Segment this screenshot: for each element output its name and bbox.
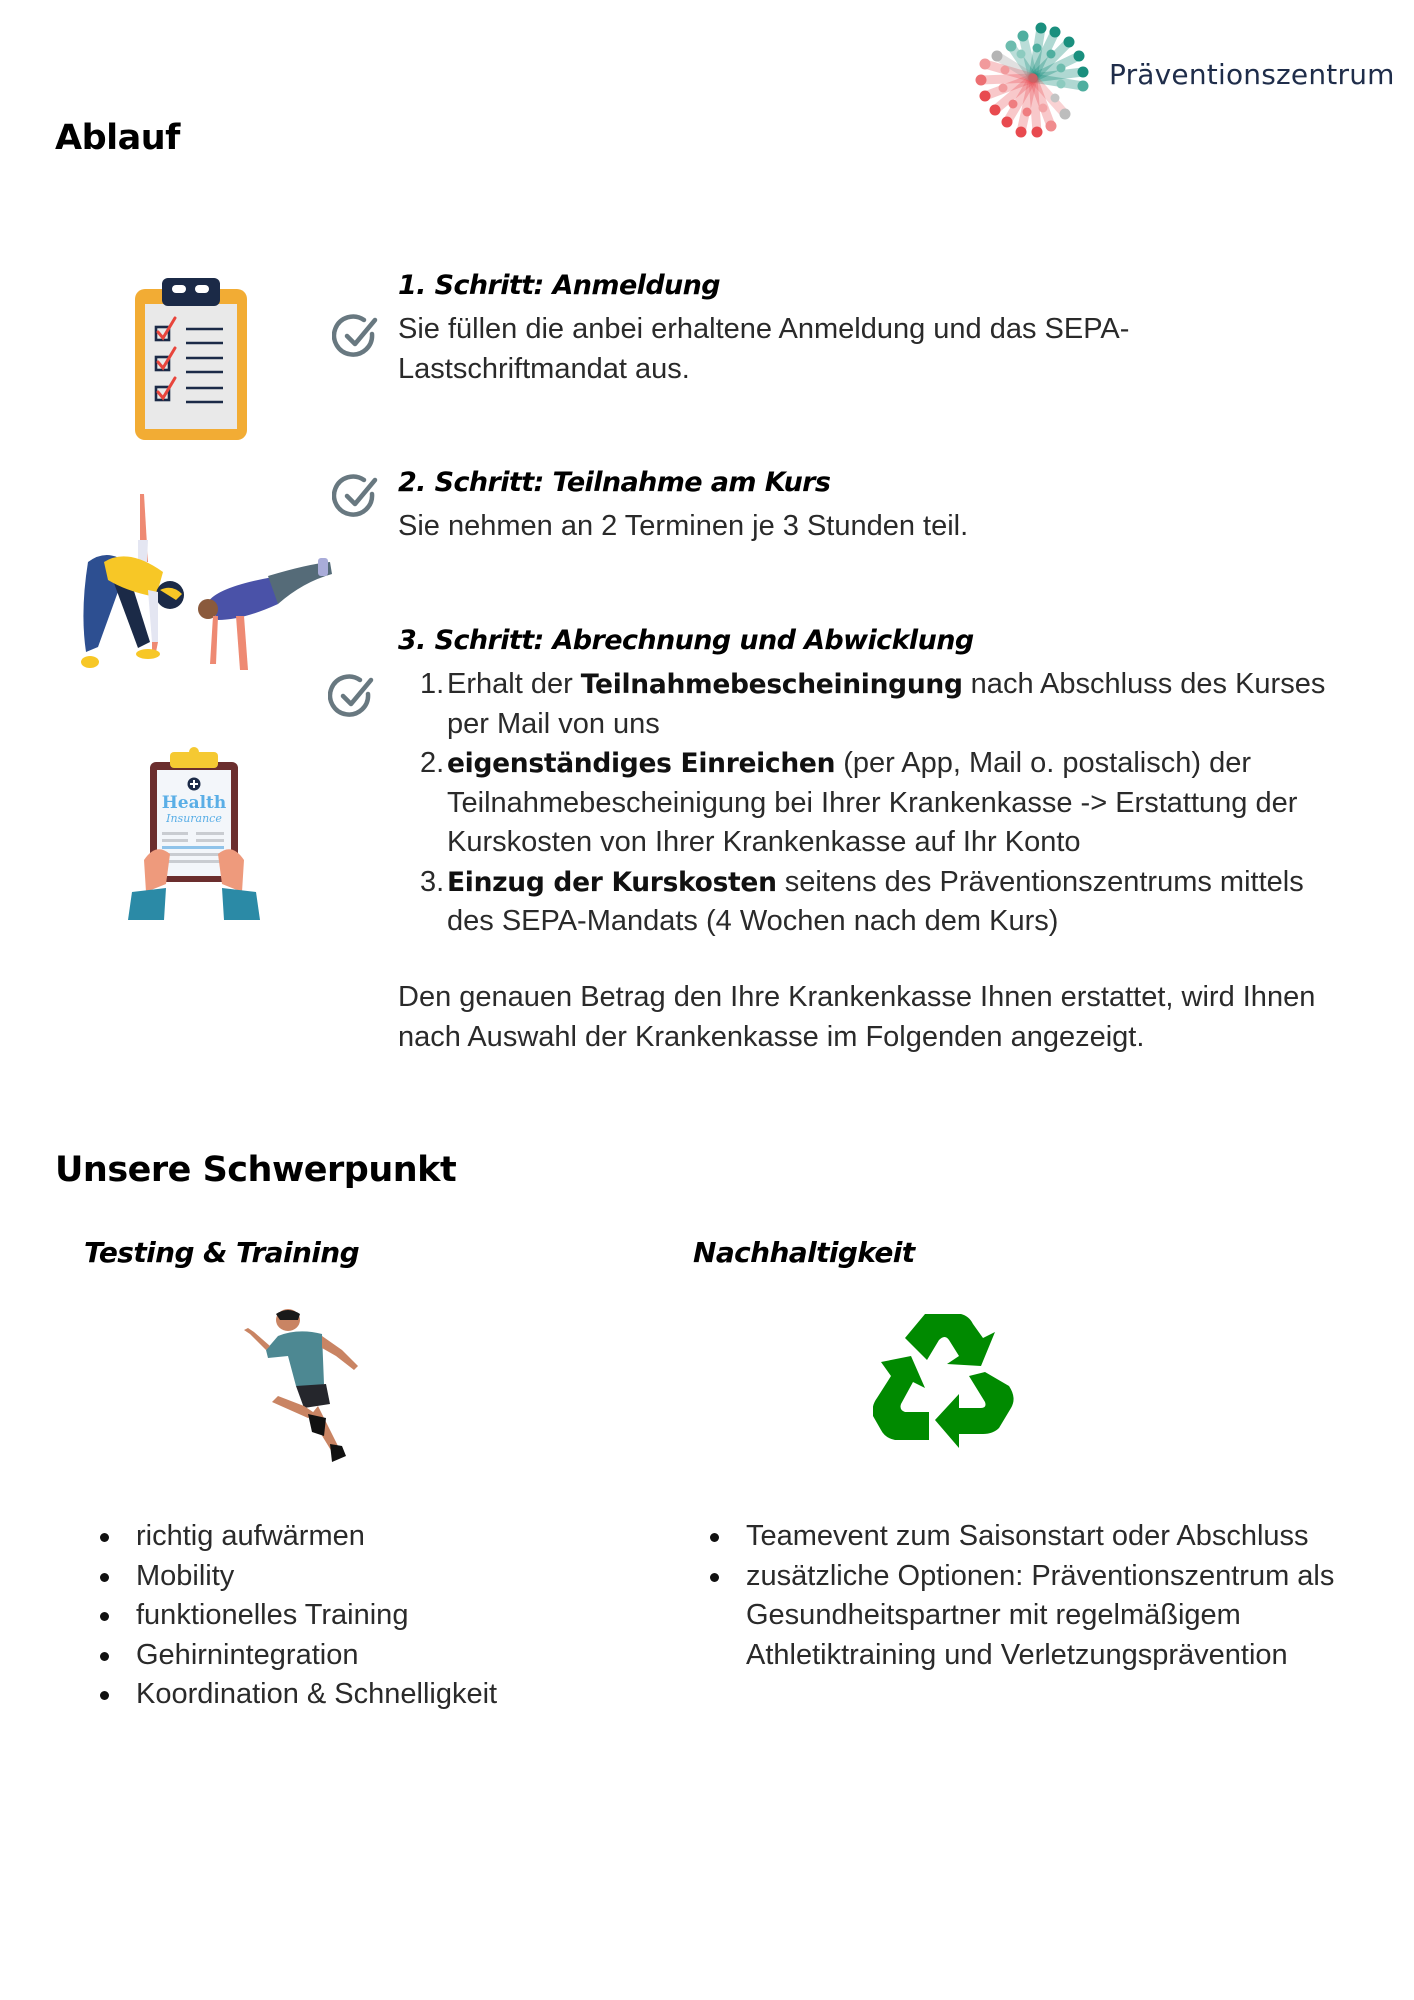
step-1-title: 1. Schritt: Anmeldung (398, 270, 721, 301)
list-item: 1. Erhalt der Teilnahmebescheiningung nach Abschluss des Kurses per Mail von uns (420, 668, 1326, 740)
list-item: 2. eigenständiges Einreichen (per App, Mail o. postalisch) der Teilnahmebescheinigung bei Ihrer Krankenkasse -> Erstattung der Kurskosten von Ihrer Krankenkasse auf Ihr Konto (420, 747, 1298, 858)
step-2 (398, 467, 1298, 547)
step-3 (398, 625, 1328, 942)
step-1 (398, 270, 1298, 389)
svg-text:Insurance: Insurance (166, 812, 222, 825)
nachhaltigkeit-list (710, 1517, 1360, 1675)
logo-mark-icon (975, 20, 1095, 140)
column-title-nachhaltigkeit: Nachhaltigkeit (693, 1236, 915, 1269)
check-circle-icon (332, 472, 380, 520)
step-3-title: 3. Schritt: Abrechnung und Abwicklung (398, 625, 974, 656)
list-item: Koordination & Schnelligkeit (100, 1675, 620, 1715)
closing-paragraph: Den genauen Betrag den Ihre Krankenkasse Ihnen erstattet, wird Ihnen nach Auswahl der Krankenkasse im Folgenden angezeigt. (398, 981, 1316, 1053)
svg-text:Health: Health (161, 793, 227, 813)
clipboard-checklist-icon (135, 278, 247, 440)
list-item: Gehirnintegration (100, 1636, 620, 1676)
stretching-people-icon (68, 492, 343, 672)
list-item: 3. Einzug der Kurskosten seitens des Präventionszentrums mittels des SEPA-Mandats (4 Wochen nach dem Kurs) (420, 865, 1304, 937)
list-item: Teamevent zum Saisonstart oder Abschluss (710, 1517, 1360, 1557)
section-title-schwerpunkt: Unsere Schwerpunkt (55, 1150, 457, 1190)
step-2-body: Sie nehmen an 2 Terminen je 3 Stunden teil. (398, 510, 969, 542)
step-1-body: Sie füllen die anbei erhaltene Anmeldung und das SEPA- Lastschriftmandat aus. (398, 313, 1130, 385)
list-item: zusätzliche Optionen: Präventionszentrum als Gesundheitspartner mit regelmäßigem Athletiktraining und Verletzungsprävention (710, 1557, 1360, 1676)
logo-text: Präventionszentrum (1109, 58, 1395, 91)
column-title-testing-training: Testing & Training (84, 1236, 360, 1269)
recycle-icon (873, 1310, 1017, 1456)
list-item: richtig aufwärmen (100, 1517, 620, 1557)
list-item: funktionelles Training (100, 1596, 620, 1636)
runner-icon (238, 1306, 364, 1468)
logo (975, 20, 1395, 140)
testing-training-list (100, 1517, 620, 1715)
check-circle-icon (328, 672, 376, 720)
check-circle-icon (332, 312, 380, 360)
health-insurance-clipboard-icon (126, 742, 262, 922)
step-2-title: 2. Schritt: Teilnahme am Kurs (398, 467, 831, 498)
step-3-list (398, 665, 1328, 942)
section-title-ablauf: Ablauf (55, 118, 180, 158)
list-item: Mobility (100, 1557, 620, 1597)
